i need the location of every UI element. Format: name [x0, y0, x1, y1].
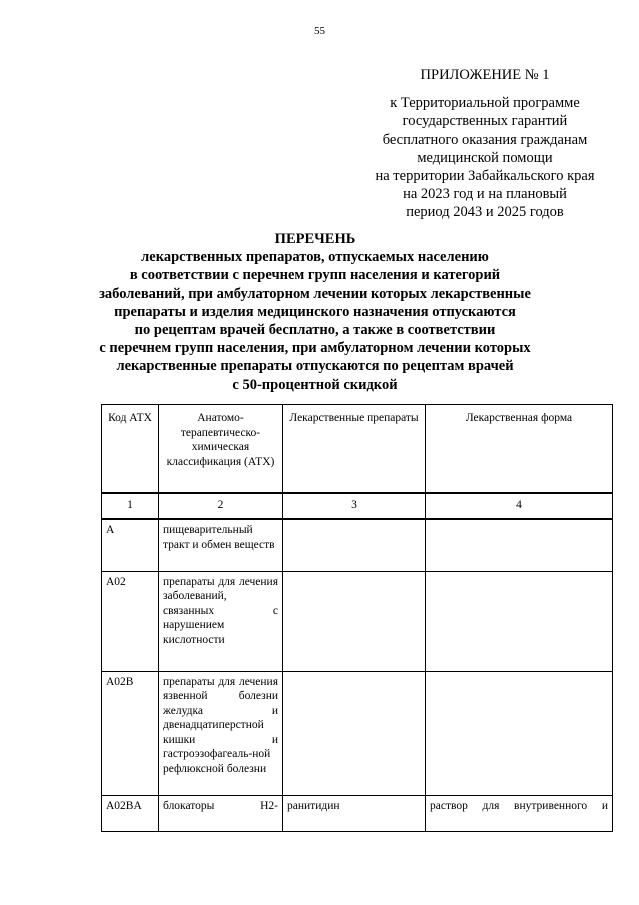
page-number: 55 — [314, 25, 325, 37]
cell-drug — [283, 571, 426, 671]
table-row — [102, 795, 613, 831]
heading-line: с 50-процентной скидкой — [232, 376, 398, 393]
heading-line: лекарственные препараты отпускаются по рецептам врачей — [116, 358, 514, 375]
header-code: Код АТХ — [102, 405, 159, 494]
cell-classification: пищеварительный тракт и обмен веществ — [159, 519, 283, 571]
header-classification: Анатомо-терапевтическо-химическая классификация (АТХ) — [159, 405, 283, 494]
cell-classification: препараты для лечения заболеваний, связанных с нарушением кислотности — [159, 571, 283, 671]
heading-line: заболеваний, при амбулаторном лечении которых лекарственные — [99, 285, 531, 302]
appendix-line: государственных гарантий — [402, 113, 568, 130]
cell-drug — [283, 519, 426, 571]
cell-drug: ранитидин — [283, 795, 426, 831]
cell-form — [426, 519, 613, 571]
appendix-line: на территории Забайкальского края — [375, 168, 595, 185]
cell-form — [426, 571, 613, 671]
cell-code: A — [102, 519, 159, 571]
appendix-line: медицинской помощи — [417, 149, 553, 166]
table-row — [102, 571, 613, 671]
heading-line: лекарственных препаратов, отпускаемых населению — [141, 249, 489, 266]
appendix-line: период 2043 и 2025 годов — [406, 204, 564, 221]
column-number: 1 — [102, 493, 159, 519]
header-drugs: Лекарственные препараты — [283, 405, 426, 494]
table-header-row — [102, 405, 613, 494]
document-heading — [55, 230, 575, 394]
header-form: Лекарственная форма — [426, 405, 613, 494]
cell-classification: препараты для лечения язвенной болезни желудка и двенадцатиперстной кишки и гастроэзофагеаль-ной рефлюксной болезни — [159, 671, 283, 795]
heading-line: с перечнем групп населения, при амбулаторном лечении которых — [99, 340, 531, 357]
appendix-block — [340, 66, 630, 222]
cell-form: раствор для внутривенного и — [426, 795, 613, 831]
table-row — [102, 671, 613, 795]
atx-table — [101, 404, 613, 832]
heading-line: препараты и изделия медицинского назначения отпускаются — [114, 303, 516, 320]
cell-drug — [283, 671, 426, 795]
appendix-line: бесплатного оказания гражданам — [382, 131, 588, 148]
appendix-title: ПРИЛОЖЕНИЕ № 1 — [420, 67, 550, 83]
heading-line: по рецептам врачей бесплатно, а также в соответствии — [134, 322, 496, 339]
cell-code: A02BA — [102, 795, 159, 831]
appendix-line: на 2023 год и на плановый — [403, 186, 567, 203]
column-number: 3 — [283, 493, 426, 519]
heading-title: ПЕРЕЧЕНЬ — [274, 231, 356, 247]
table-row — [102, 519, 613, 571]
column-number: 2 — [159, 493, 283, 519]
table-number-row — [102, 493, 613, 519]
column-number: 4 — [426, 493, 613, 519]
cell-classification: блокаторы H2- — [159, 795, 283, 831]
heading-line: в соответствии с перечнем групп населения и категорий — [129, 267, 501, 284]
cell-code: A02B — [102, 671, 159, 795]
cell-form — [426, 671, 613, 795]
cell-code: A02 — [102, 571, 159, 671]
appendix-line: к Территориальной программе — [390, 95, 580, 112]
